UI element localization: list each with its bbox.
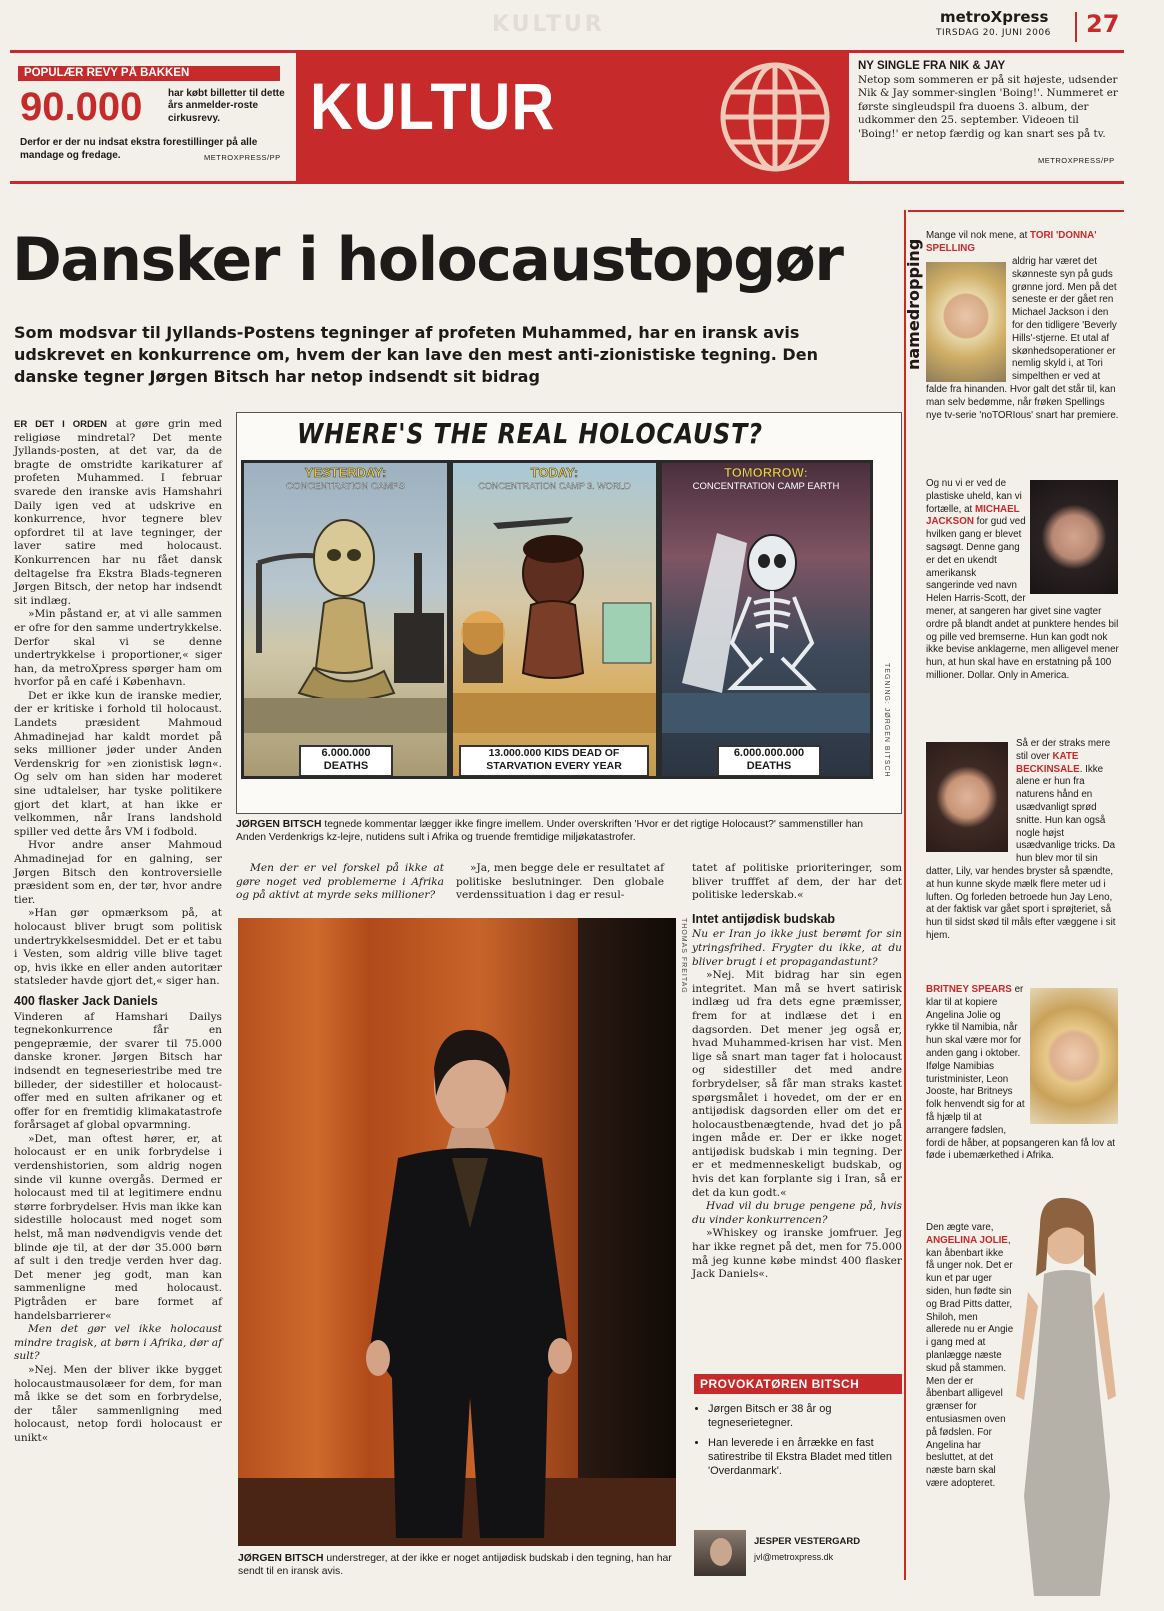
paragraph: Det er ikke kun de iranske medier, der er kritiske i forhold til holocaust. Landets præsident Mahmoud Ahmadinejad har kaldt mordet på seks millioner jøder under Anden Verdenskrig for »en zionistisk løgn«. Og selv om han siden har moderet sine udtalelser, har tyske politikere gjort det klart, at han ikke er velkommen, når Irans landshold spiller ved dette års VM i fodbold. xyxy=(14,689,222,838)
banner-left-number: 90.000 xyxy=(20,85,143,129)
brand-name: metroXpress xyxy=(940,8,1049,26)
entry-pre: Så er der straks mere stil over xyxy=(1016,738,1111,762)
entry-pre: Og nu vi er ved de plastiske uheld, kan vi fortælle, at xyxy=(926,478,1022,515)
panel-count-label: STARVATION EVERY YEAR xyxy=(486,760,622,772)
page-number: 27 xyxy=(1086,10,1120,38)
float-spacer xyxy=(926,256,1012,382)
banner-left-label: POPULÆR REVY PÅ BAKKEN xyxy=(18,66,280,81)
paragraph: »Nej. Men der bliver ikke bygget holocaustmausolæer for dem, for man må ikke se det som en forbrydelse, der tåler sammenligning med holocaust, netop fordi holocaust er unikt« xyxy=(14,1363,222,1444)
cartoon-frame xyxy=(236,412,902,814)
namedrop-entry-5 xyxy=(926,1222,1122,1582)
subheading: Intet antijødisk budskab xyxy=(692,911,836,926)
portrait-photo xyxy=(238,918,676,1546)
entry-name: BRITNEY SPEARS xyxy=(926,984,1012,995)
panel-count: 13.000.000 KIDS DEAD OF xyxy=(488,747,620,759)
article-column-1 xyxy=(14,418,222,1446)
namedrop-entry-1 xyxy=(926,230,1122,256)
entry-intro xyxy=(926,230,1122,256)
panel-count-label: DEATHS xyxy=(323,760,369,772)
entry-text: . Ikke alene er hun fra naturens hånd en usædvanligt sprød snitte. Hun kan også nogle højst usædvanlige tricks. Da hun blev mor til sin datter, Lily, var hendes bryster så spændte, at hun kunne skyde mælk flere meter ud i luften. Og forleden betroede hun Jay Leno, at der faktisk var gået sport i sprøjteriet, så hun til sidst skød til måls efter væggene i sit hjem. xyxy=(926,763,1116,941)
factbox-list xyxy=(694,1402,902,1478)
banner-right-credit: METROXPRESS/PP xyxy=(1038,156,1115,165)
panel-count-label: DEATHS xyxy=(746,760,792,772)
question: Men det gør vel ikke holocaust mindre tragisk, at børn i Afrika, dør af sult? xyxy=(14,1323,222,1363)
lead-in: ER DET I ORDEN xyxy=(14,419,108,430)
paragraph: Vinderen af Hamshari Dailys tegnekonkurrence får en pengepræmie, der svarer til 75.000 danske kroner. Jørgen Bitsch har indsendt en tegneseriestribe med tre billeder, der sidestiller et holocaust-offer med en sulten afrikaner og et offer for en fremtidig klimakatastrofe forårsaget af global opvarmning. xyxy=(14,1010,222,1132)
paragraph: at gøre grin med religiøse mindretal? Det mente Jyllands-posten, at det var, da de bragte de omstridte karikaturer af profeten Muhammed. I februar svarede den iranske avis Hamshahri Daily igen ved at udskrive en konkurrence, hvor tegnere blev opfordret til at lave tegninger, der laver satire med holocaust. Konkurrencen har nu fået dansk deltagelse fra Ekstra Blads-tegneren Jørgen Bitsch, der netop har indsendt sit indlæg. xyxy=(14,418,222,607)
factbox xyxy=(694,1374,902,1478)
sidebar-label-text: namedropping xyxy=(904,238,923,370)
cartoon-credit: TEGNING: JØRGEN BITSCH xyxy=(883,663,890,778)
avatar xyxy=(694,1530,746,1576)
panel-sub: CONCENTRATION CAMP EARTH xyxy=(692,481,840,492)
entry-pre: Den ægte vare, xyxy=(926,1222,994,1233)
doorway xyxy=(578,918,676,1546)
entry-text: er klar til at kopiere Angelina Jolie og rykke til Namibia, når hun skal være mor for anden gang i oktober. Ifølge Namibias turistminister, Leon Jooste, har Britneys folk henvendt sig for at få hjælp til at arrangere fødslen, fordi de håber, at popsangeren kan få lov at føde i ubemærkethed i Afrika. xyxy=(926,984,1115,1162)
paragraph: »Det, man oftest hører, er, at holocaust er en unik forbrydelse i verdenshistorien, som aldrig nogen sinde vil kunne overgås. Dermed er holocaust med til at legitimere endnu større forbrydelser. Hvis man ikke kan sidestille holocaust med noget som helst, må man nødvendigvis vende det blinde øje til, at der dør 35.000 børn af sult i den tredje verden hver dag. Det mener jeg godt, man kan sammenligne med holocaust. Pigtråden er bare formet af handelsbarrierer« xyxy=(14,1132,222,1322)
panel-head: TODAY: xyxy=(530,465,579,480)
cartoon-panel-yesterday xyxy=(241,460,450,779)
cartoon-panel-tomorrow xyxy=(659,460,873,779)
article-deck: Som modsvar til Jyllands-Postens tegninger af profeten Muhammed, har en iransk avis udskrevet en konkurrence om, hvem der kan lave den mest anti-zionistiske tegning. Den danske tegner Jørgen Bitsch har netop indsendt sit bidrag xyxy=(14,323,818,386)
entry-text: aldrig har været det skønneste syn på guds grønne jord. Men på det seneste er der gået ren Michael Jackson i den for den tidligere 'Beverly Hills'-stjerne. Et utal af skønhedsoperationer er nemlig skyld i, at Tori simpelthen er ved at falde fra hinanden. Hvor galt det står til, kan man selv bedømme, når frøken Spellings nye tv-serie 'noTORIous' snart har premiere. xyxy=(926,256,1119,421)
section-title: KULTUR xyxy=(310,69,556,143)
namedrop-entry-3 xyxy=(926,738,1122,943)
namedrop-entry-2 xyxy=(926,478,1122,683)
caption-name: JØRGEN BITSCH xyxy=(236,819,322,830)
photo-caption xyxy=(238,1552,676,1578)
entry-text: for gud ved hvilken gang er blevet sagsøgt. Denne gang er det en ukendt amerikansk sangerinde ved navn Helen Harris-Scott, der mener, at sangeren har givet sine vagter ordre på blandt andet at punktere hendes bil og pille ved bremserne. Hun kan godt nok ikke bevise anklagerne, men alligevel mener hun, at hun skal have en erstatning på 100 millioner. Dollar. Only in America. xyxy=(926,516,1119,681)
panel-head: YESTERDAY: xyxy=(304,465,387,480)
banner-left-text-2: Derfor er der nu indsat ekstra forestillinger på alle mandage og fredage. xyxy=(20,137,258,161)
child-figure-drawing xyxy=(453,493,656,733)
sidebar-top-rule xyxy=(908,210,1124,212)
paragraph: »Nej. Mit bidrag har sin egen integritet. Man må se hvert satirisk indlæg ud fra dets egne præmisser, frem for at indlæse det i en dagsorden. Det mener jeg også er, hvad Muhammed-krisen har vist. Men lige så snart man tager fat i holocaust og sidestiller det med andre forbrydelser, så får man straks kastet spørgsmålet i hovedet, om der er en antijødisk dagsorden eller om det er holocaustbenægtende, hvad det jo på ingen måde er. Der er ikke noget antijødisk budskab i min tegning. Der er et medmenneskeligt budskab, og hvis det kan forplante sig i Iran, så er det da kun godt.« xyxy=(692,969,902,1199)
paragraph: Hvor andre anser Mahmoud Ahmadinejad for en galning, ser Jørgen Bitsch den kontroversielle præsident som en, der tør, hvor andre tier. xyxy=(14,839,222,906)
entry-name: KATE BECKINSALE xyxy=(1016,750,1080,775)
entry-name: MICHAEL JACKSON xyxy=(926,503,1020,528)
panel-count: 6.000.000 xyxy=(321,747,371,759)
photo-credit: THOMAS FREITAG xyxy=(680,918,687,994)
section-banner xyxy=(296,50,849,181)
prisoner-figure-drawing xyxy=(244,493,447,733)
byline-email[interactable]: jvl@metroxpress.dk xyxy=(754,1552,834,1562)
sidebar-label xyxy=(904,230,923,370)
panel-count-box xyxy=(717,745,821,777)
caption-text: tegnede kommentar lægger ikke fingre imellem. Under overskriften 'Hvor er det rigtige Holocaust?' sammenstiller han Anden Verdenkrigs kz-lejre, nutidens sult i Afrika og truende fremtidige miljøkatastrofer. xyxy=(236,819,864,843)
panel-count: 6.000.000.000 xyxy=(733,747,805,759)
banner-left-credit: METROXPRESS/PP xyxy=(204,153,281,162)
skeleton-figure-drawing xyxy=(662,493,870,733)
float-spacer xyxy=(926,738,1016,856)
float-spacer xyxy=(1026,984,1122,1128)
entry-pre: Mange vil nok mene, at xyxy=(926,230,1031,241)
question: Men der er vel forskel på ikke at gøre noget ved problemerne i Afrika og på aktivt at myrde seks millioner? xyxy=(236,862,444,902)
question: Nu er Iran jo ikke just berømt for sin ytringsfrihed. Frygter du ikke, at du bliver brugt i et propagandastunt? xyxy=(692,928,902,968)
banner-left-text-1: har købt billetter til dette års anmelder-roste cirkusrevy. xyxy=(168,88,285,124)
page-title: Dansker i holocaustopgør xyxy=(12,225,843,295)
banner-right-text: Netop som sommeren er på sit højeste, udsender Nik & Jay sommer-singlen 'Boing!'. Nummeret er første singleudspil fra duoens 3. album, der udkommer den 25. september. Videoen til 'Boing!' er netop færdig og kan snart ses på tv. xyxy=(858,74,1118,140)
namedrop-entry-4 xyxy=(926,984,1122,1163)
cartoon-panel-today xyxy=(450,460,659,779)
namedrop-entry-1-body xyxy=(926,256,1122,422)
caption-name: JØRGEN BITSCH xyxy=(238,1553,324,1564)
float-spacer xyxy=(1026,478,1122,602)
list-item: • Jørgen Bitsch er 38 år og tegneserietegner. xyxy=(708,1402,902,1430)
man-silhouette xyxy=(348,1018,588,1546)
banner-right-box xyxy=(856,56,1122,178)
paragraph: »Ja, men begge dele er resultatet af politiske beslutninger. Den globale verdenssituation i dag er resul- xyxy=(456,862,664,902)
paragraph: »Min påstand er, at vi alle sammen er ofre for den samme undertrykkelse. Derfor skal vi se denne undertrykkelse i proportioner,« siger han, da metroXpress spørger ham om hvorfor på en café i København. xyxy=(14,608,222,689)
banner-left-box xyxy=(14,56,288,178)
article-column-2-top xyxy=(236,862,444,903)
article-column-4 xyxy=(692,862,902,1282)
entry-text: , kan åbenbart ikke få unger nok. Det er kun et par uger siden, hun fødte sin og Brad Pitts datter, Shiloh, men allerede nu er Angie i gang med at planlægge næste skud på stammen. Men der er åbenbart alligevel grænser for entusiasmen oven på fødslen. For Angelina har besluttet, at det næste barn skal være adopteret. xyxy=(926,1234,1014,1489)
paragraph: tatet af politiske prioriteringer, som bliver trufffet af dem, der har det politiske lederskab.« xyxy=(692,862,902,902)
panel-sub: CONCENTRATION CAMPS xyxy=(286,481,405,492)
panel-count-box xyxy=(299,745,393,777)
article-column-3-top xyxy=(456,862,664,903)
byline xyxy=(694,1530,902,1576)
caption-text: understreger, at der ikke er noget antijødisk budskab i den tegning, han har sendt til en iransk avis. xyxy=(238,1553,672,1577)
cartoon-caption xyxy=(236,818,886,844)
issue-date: TIRSDAG 20. JUNI 2006 xyxy=(936,28,1051,38)
subheading: 400 flasker Jack Daniels xyxy=(14,993,158,1008)
entry-name: TORI 'DONNA' SPELLING xyxy=(926,230,1097,254)
globe-icon xyxy=(716,58,834,176)
question: Hvad vil du bruge pengene på, hvis du vinder konkurrencen? xyxy=(692,1200,902,1226)
list-item: • Han leverede i en årrække en fast satirestribe til Ekstra Bladet med titlen 'Overdanmark'. xyxy=(708,1436,902,1478)
banner-bottom-rule xyxy=(10,181,1124,184)
byline-name: JESPER VESTERGARD xyxy=(754,1536,861,1547)
panel-head: TOMORROW: xyxy=(723,465,808,480)
paragraph: »Whiskey og iranske jomfruer. Jeg har ikke regnet på det, men for 75.000 må jeg kunne købe mindst 400 flasker Jack Daniels«. xyxy=(692,1227,902,1281)
entry-name: ANGELINA JOLIE xyxy=(926,1234,1008,1246)
factbox-head: PROVOKATØREN BITSCH xyxy=(694,1374,902,1394)
banner-right-head: NY SINGLE FRA NIK & JAY xyxy=(858,60,1006,72)
cartoon-title: WHERE'S THE REAL HOLOCAUST? xyxy=(297,417,763,450)
panel-sub: CONCENTRATION CAMP 3. WORLD xyxy=(478,481,631,491)
avatar-face xyxy=(710,1538,732,1566)
ghost-section-text: KULTUR xyxy=(492,12,605,37)
panel-count-box xyxy=(459,745,649,777)
paragraph: »Han gør opmærksom på, at holocaust bliver brugt som politisk undertrykkelsesmiddel. Det er et tabu i Vesten, som aldrig ville blive taget op, hvis ikke en eller anden autoritær statsleder havde gjort det,« siger han. xyxy=(14,907,222,988)
masthead-divider xyxy=(1075,12,1077,42)
float-spacer xyxy=(1014,1222,1122,1582)
sidebar-left-rule xyxy=(904,210,906,1580)
